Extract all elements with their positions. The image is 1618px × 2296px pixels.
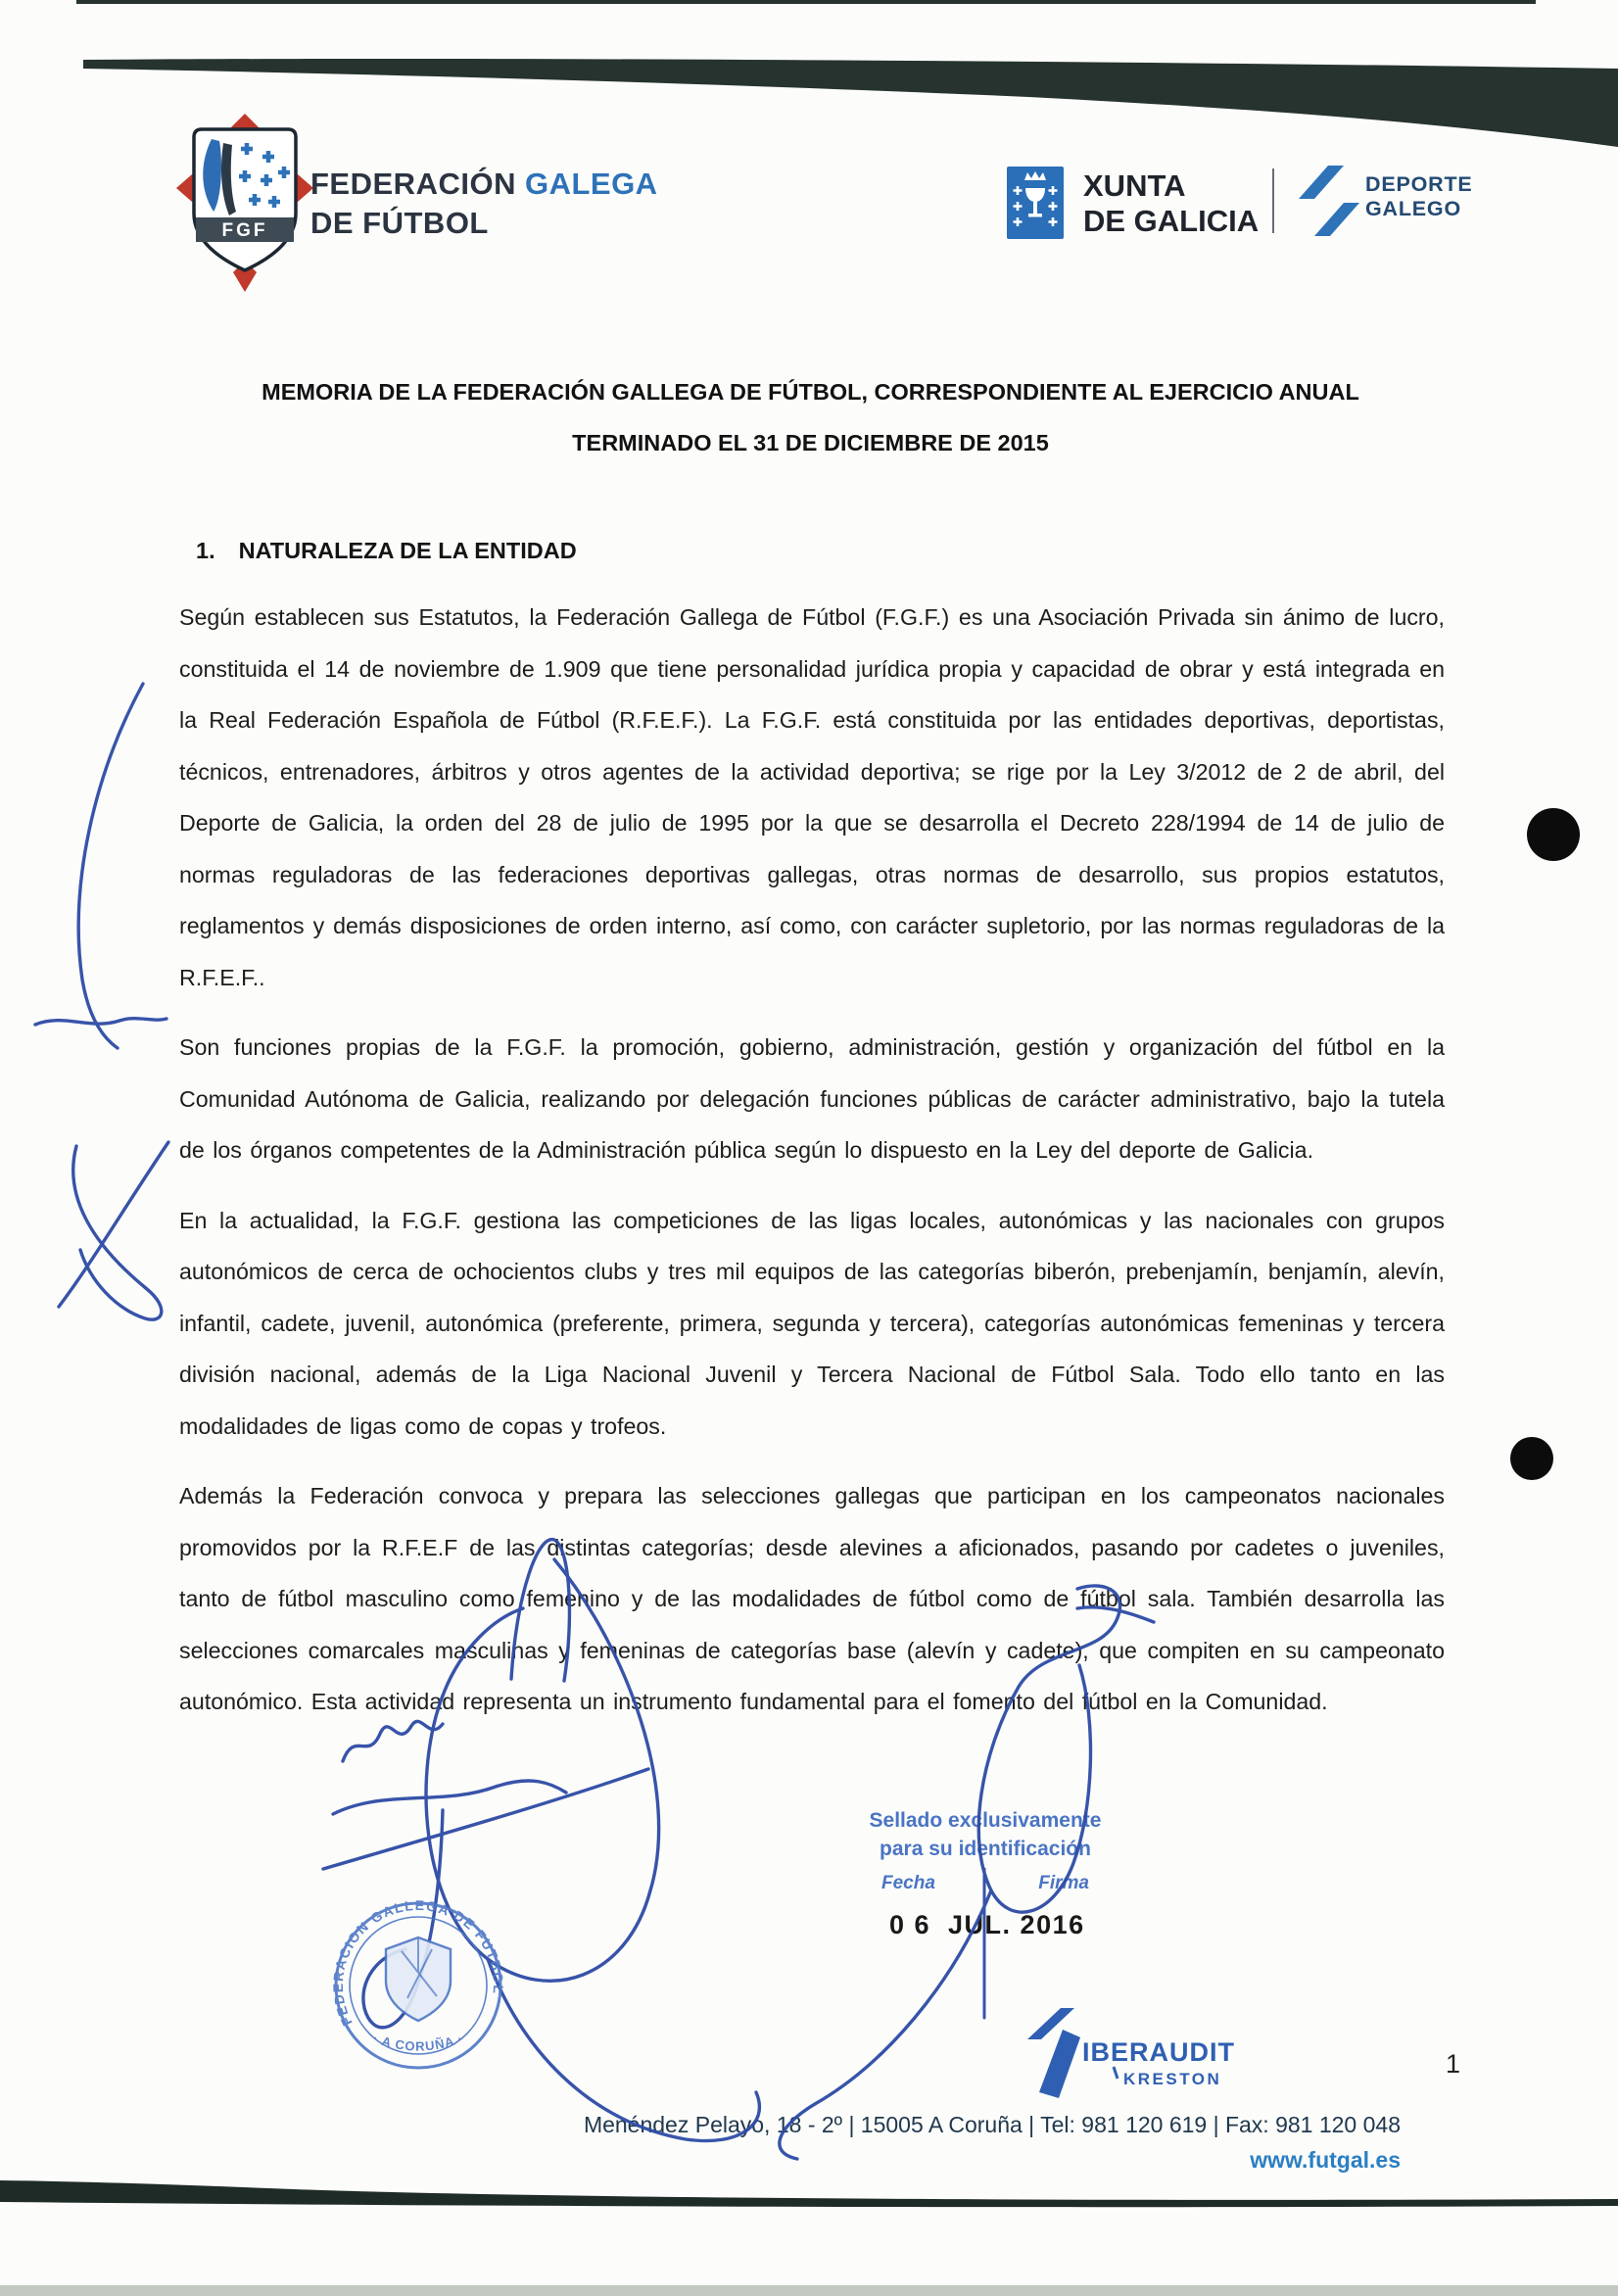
fgf-wordmark	[310, 166, 658, 240]
document-title	[176, 366, 1445, 468]
pen-x-mark	[73, 1146, 162, 1319]
pen-x-mark	[59, 1142, 168, 1307]
fgf-name-dark: FEDERACIÓN	[310, 167, 516, 201]
document-title-line1: MEMORIA DE LA FEDERACIÓN GALLEGA DE FÚTBOL, CORRESPONDIENTE AL EJERCICIO ANUAL	[262, 379, 1359, 405]
stamp-line2: para su identificación	[880, 1838, 1091, 1860]
pen-margin-strike	[35, 1019, 167, 1025]
deporte-galego-logo	[1295, 160, 1598, 248]
deporte-line1: DEPORTE	[1365, 172, 1473, 196]
auditor-mark-icon	[1027, 2008, 1080, 2098]
paragraph: Además la Federación convoca y prepara las selecciones gallegas que participan en los campeonatos nacionales promovidos por la R.F.E.F de las distintas categorías; desde alevines a aficionados, pasando por cadetes o juveniles, tanto de fútbol masculino como femenino y de las modalidades de fútbol como de fútbol sala. También desarrolla las selecciones comarcales masculinas y femeninas de categorías base (alevín y cadete), que compiten en su campeonato autonómico. Esta actividad representa un instrumento fundamental para el fomento del fútbol en la Comunidad.	[179, 1483, 1445, 1714]
svg-text:FEDERACIÓNGALEGA	[310, 166, 658, 201]
paragraph: Son funciones propias de la F.G.F. la promoción, gobierno, administración, gestión y organización del fútbol en la Comunidad Autónoma de Galicia, realizando por delegación funciones públicas de carácter administrativo, bajo la tutela de los órganos competentes de la Administración pública según lo dispuesto en la Ley del deporte de Galicia.	[179, 1034, 1445, 1163]
paragraph: Según establecen sus Estatutos, la Federación Gallega de Fútbol (F.G.F.) es una Asociación Privada sin ánimo de lucro, constituida el 14 de noviembre de 1.909 que tiene personalidad jurídica propia y capacidad de obrar y está integrada en la Real Federación Española de Fútbol (R.F.E.F.). La F.G.F. está constituida por las entidades deportivas, deportistas, técnicos, entrenadores, árbitros y otros agentes de la actividad deportiva; se rige por la Ley 3/2012 de 2 de abril, del Deporte de Galicia, la orden del 28 de julio de 1995 por la que se desarrolla el Decreto 228/1994 de 14 de julio de normas reguladoras de las federaciones deportivas gallegas, otras normas de desarrollo, sus propios estatutos, reglamentos y demás disposiciones de orden interno, así como, con carácter supletorio, por las normas reguladoras de la R.F.E.F..	[179, 604, 1445, 990]
fgf-round-stamp	[330, 1897, 506, 2068]
document-body	[179, 592, 1445, 1746]
fecha-label: Fecha	[881, 1873, 935, 1893]
auditor-tick-icon	[1114, 2067, 1118, 2079]
punch-hole-dot	[1527, 808, 1580, 861]
round-stamp-bottom-text: · A CORUÑA ·	[370, 2030, 466, 2054]
xunta-emblem-icon	[1007, 167, 1064, 239]
document-title-line2: TERMINADO EL 31 DE DICIEMBRE DE 2015	[572, 430, 1049, 455]
xunta-line2: DE GALICIA	[1083, 204, 1260, 238]
date-stamp: 0 6 JUL. 2016	[889, 1910, 1085, 1939]
round-stamp-shield-icon	[386, 1937, 451, 2021]
auditor-subname: KRESTON	[1123, 2070, 1222, 2088]
xunta-line1: XUNTA	[1083, 168, 1186, 203]
auditor-logo	[1014, 1998, 1327, 2106]
footer-website: www.futgal.es	[1250, 2147, 1401, 2173]
punch-hole-dot	[1510, 1437, 1553, 1480]
svg-text:FEDERACION GALLEGA DE FUTBOL	[330, 1897, 506, 2029]
xunta-wordmark	[1083, 168, 1259, 238]
fgf-name-line2: DE FÚTBOL	[310, 206, 489, 240]
section-number: 1.	[196, 538, 215, 563]
stamp-line1: Sellado exclusivamente	[869, 1809, 1102, 1832]
fgf-acronym: FGF	[221, 220, 268, 241]
fgf-logo	[110, 86, 854, 297]
section-title: NATURALEZA DE LA ENTIDAD	[238, 538, 577, 563]
section-heading	[196, 538, 577, 564]
footer-address: Menéndez Pelayo, 18 - 2º | 15005 A Coruña | Tel: 981 120 619 | Fax: 981 120 048	[583, 2112, 1401, 2137]
auditor-name: IBERAUDIT	[1082, 2037, 1235, 2067]
xunta-logo	[999, 157, 1293, 250]
header-logo-divider	[1272, 168, 1274, 233]
identification-stamp	[850, 1806, 1120, 1897]
page-number: 1	[1446, 2049, 1461, 2079]
firma-label: Firma	[1038, 1873, 1089, 1893]
scan-artifact-bottom	[0, 2180, 1618, 2296]
fecha-firma-row	[850, 1869, 1120, 1897]
deporte-line2: GALEGO	[1365, 197, 1461, 220]
paragraph: En la actualidad, la F.G.F. gestiona las competiciones de las ligas locales, autonómicas y las nacionales con grupos autonómicos de cerca de ochocientos clubs y tres mil equipos de las categorías biberón, prebenjamín, benjamín, alevín, infantil, cadete, juvenil, autonómica (preferente, primera, segunda y tercera), categorías autonómicas femeninas y tercera división nacional, además de la Liga Nacional Juvenil y Tercera Nacional de Fútbol Sala. Todo ello tanto en las modalidades de ligas como de copas y trofeos.	[179, 1207, 1445, 1439]
fgf-shield-icon	[176, 114, 313, 292]
deporte-mark-icon	[1299, 166, 1359, 236]
pen-margin-arc	[78, 684, 143, 1048]
svg-text:· A CORUÑA ·	[371, 2031, 465, 2054]
round-stamp-arc-text: FEDERACION GALLEGA DE FUTBOL	[329, 1896, 507, 2029]
fgf-name-blue: GALEGA	[524, 167, 658, 201]
